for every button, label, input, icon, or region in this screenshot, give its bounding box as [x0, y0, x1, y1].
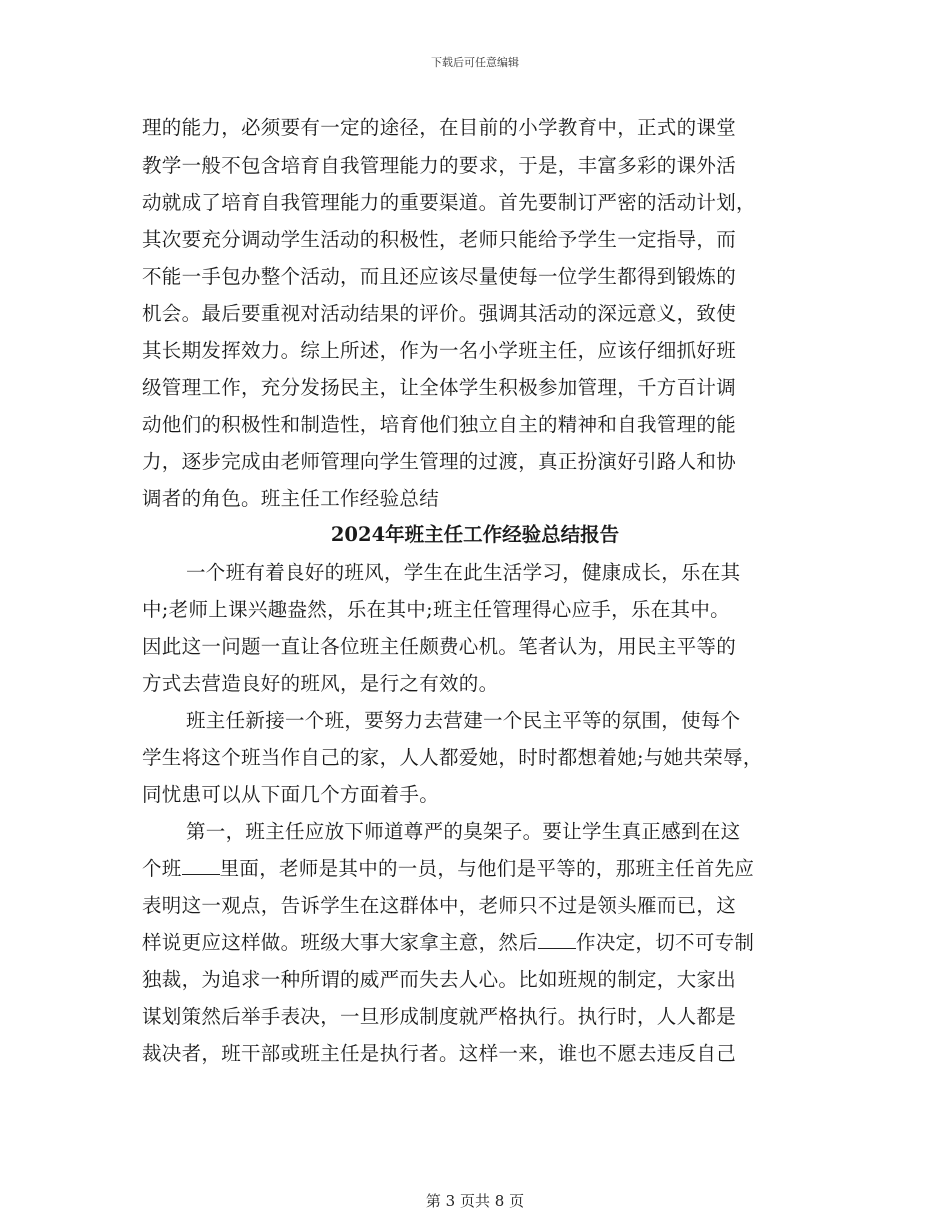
text-line: 动就成了培育自我管理能力的重要渠道。首先要制订严密的活动计划， — [142, 191, 756, 214]
text-line: 裁决者，班干部或班主任是执行者。这样一来，谁也不愿去违反自己 — [142, 1042, 737, 1065]
page-footer: 第 3 页共 8 页 — [425, 1192, 525, 1210]
text-line: 表明这一观点，告诉学生在这群体中，老师只不过是领头雁而已，这 — [142, 894, 737, 917]
text-line: 力，逐步完成由老师管理向学生管理的过渡，真正扮演好引路人和协 — [142, 450, 737, 473]
text-line: 机会。最后要重视对活动结果的评价。强调其活动的深远意义，致使 — [142, 302, 737, 325]
text-line: 独裁，为追求一种所谓的威严而失去人心。比如班规的制定，大家出 — [142, 968, 737, 991]
text-line: 一个班有着良好的班风，学生在此生活学习，健康成长，乐在其 — [186, 561, 741, 584]
text-line: 谋划策然后举手表决，一旦形成制度就严格执行。执行时，人人都是 — [142, 1005, 737, 1028]
text-fragment: 作决定，切不可专制 — [576, 931, 755, 954]
text-line: 班主任新接一个班，要努力去营建一个民主平等的氛围，使每个 — [186, 709, 741, 732]
text-line: 因此这一问题一直让各位班主任颇费心机。笔者认为，用民主平等的 — [142, 635, 737, 658]
text-line: 其长期发挥效力。综上所述，作为一名小学班主任，应该仔细抓好班 — [142, 339, 737, 362]
text-line: 中;老师上课兴趣盎然，乐在其中;班主任管理得心应手，乐在其中。 — [142, 598, 730, 621]
text-line: 其次要充分调动学生活动的积极性，老师只能给予学生一定指导，而 — [142, 228, 737, 251]
text-line: 学生将这个班当作自己的家，人人都爱她，时时都想着她;与她共荣辱， — [142, 746, 763, 769]
text-line: 同忧患可以从下面几个方面着手。 — [142, 783, 440, 806]
text-line: 不能一手包办整个活动，而且还应该尽量使每一位学生都得到锻炼的 — [142, 265, 737, 288]
text-line — [142, 929, 822, 957]
text-fragment: 样说更应这样做。班级大事大家拿主意，然后 — [142, 931, 539, 954]
text-line: 理的能力，必须要有一定的途径，在目前的小学教育中，正式的课堂 — [142, 116, 737, 139]
text-line: 调者的角色。班主任工作经验总结 — [142, 487, 440, 510]
text-line: 第一，班主任应放下师道尊严的臭架子。要让学生真正感到在这 — [186, 820, 741, 843]
text-line — [142, 855, 822, 883]
page-header: 下载后可任意编辑 — [431, 56, 519, 69]
fill-blank — [182, 856, 220, 875]
text-line: 级管理工作，充分发扬民主，让全体学生积极参加管理，千方百计调 — [142, 376, 737, 399]
text-line: 方式去营造良好的班风，是行之有效的。 — [142, 672, 499, 695]
fill-blank — [538, 930, 576, 949]
text-line: 教学一般不包含培育自我管理能力的要求，于是，丰富多彩的课外活 — [142, 154, 737, 177]
text-line: 动他们的积极性和制造性，培育他们独立自主的精神和自我管理的能 — [142, 413, 737, 436]
text-fragment: 个班 — [142, 857, 182, 880]
text-fragment: 里面，老师是其中的一员，与他们是平等的，那班主任首先应 — [219, 857, 755, 880]
section-title: 2024年班主任工作经验总结报告 — [330, 523, 620, 546]
